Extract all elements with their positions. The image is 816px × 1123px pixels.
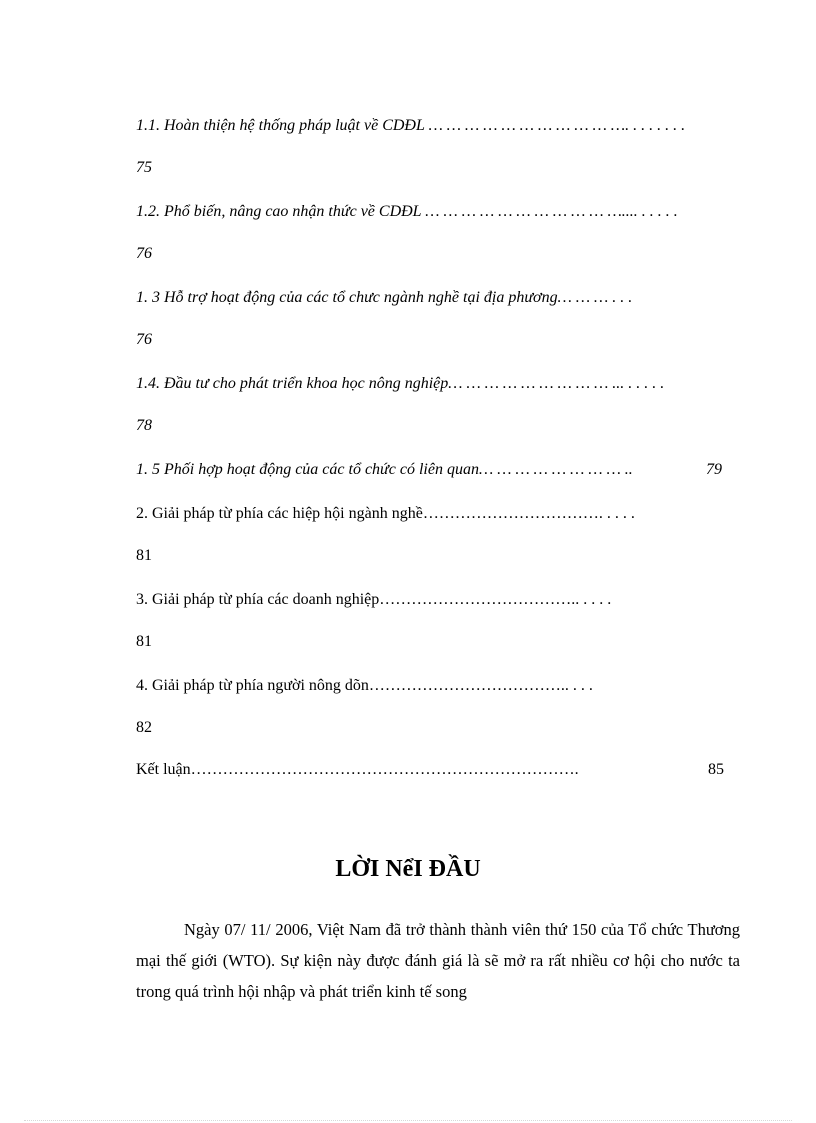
toc-entry-page: 75 xyxy=(136,159,152,176)
section-heading: LỜI NểI ĐẦU xyxy=(335,856,481,882)
toc-entry-leader: ……………………………. . . . . xyxy=(422,505,635,522)
toc-entry-page: 81 xyxy=(136,633,152,650)
toc-entry-leader: … … … … … … … … .. xyxy=(478,461,633,478)
toc-entry-leader: ………………………………………………………………. xyxy=(190,761,579,778)
toc-entry-leader: … … … … … … … … … … …. . . . . . . . xyxy=(424,117,686,134)
toc-entry-title: 1.2. Phổ biến, nâng cao nhận thức về CDĐL xyxy=(136,203,422,220)
toc-entry[interactable] xyxy=(136,504,736,524)
toc-entry[interactable] xyxy=(136,760,702,780)
toc-entry-leader: ……………………………….. . . . . xyxy=(379,591,612,608)
toc-entry-title: 1.4. Đầu tư cho phát triển khoa học nông nghiệp xyxy=(136,375,449,392)
toc-entry-page: 76 xyxy=(136,331,152,348)
page-bottom-rule xyxy=(24,1120,792,1121)
toc-entry-title: 3. Giải pháp từ phía các doanh nghiệp xyxy=(136,591,380,608)
toc-entry-page: 82 xyxy=(136,719,152,736)
toc-entry-title: Kết luận xyxy=(136,761,191,778)
toc-entry-leader: … … … … … … … … … … ….... . . . . . xyxy=(421,203,678,220)
toc-entry-leader: … … … . . . xyxy=(557,289,633,306)
toc-entry[interactable] xyxy=(136,676,736,696)
toc-entry-title: 1.1. Hoàn thiện hệ thống pháp luật về CDĐL xyxy=(136,117,425,134)
toc-entry[interactable] xyxy=(136,202,736,222)
toc-entry-title: 2. Giải pháp từ phía các hiệp hội ngành nghề xyxy=(136,505,423,522)
toc-entry-title: 1. 3 Hỗ trợ hoạt động của các tổ chưc ngành nghề tại địa phương xyxy=(136,289,558,306)
toc-entry-title: 4. Giải pháp từ phía người nông dõn xyxy=(136,677,369,694)
toc-entry-page: 76 xyxy=(136,245,152,262)
toc-entry-leader: ……………………………….. . . . xyxy=(368,677,593,694)
toc-entry-leader: … … … … … … … … … ... . . . . . xyxy=(448,375,665,392)
toc-entry[interactable] xyxy=(136,460,696,480)
toc-entry[interactable] xyxy=(136,116,736,136)
toc-entry[interactable] xyxy=(136,374,736,394)
toc-entry-page: 78 xyxy=(136,417,152,434)
toc-entry-page: 81 xyxy=(136,547,152,564)
toc-entry-title: 1. 5 Phối hợp hoạt động của các tổ chức có liên quan xyxy=(136,461,479,478)
toc-entry-page: 85 xyxy=(708,761,724,778)
toc-entry[interactable] xyxy=(136,288,736,308)
body-paragraph: Ngày 07/ 11/ 2006, Việt Nam đã trở thành thành viên thứ 150 của Tổ chức Thương mại thế giới (WTO). Sự kiện này được đánh giá là sẽ mở ra rất nhiều cơ hội cho nước ta trong quá trình hội nhập và phát triển kinh tế song xyxy=(136,920,740,1001)
toc-entry[interactable] xyxy=(136,590,736,610)
toc-entry-page: 79 xyxy=(706,461,722,478)
